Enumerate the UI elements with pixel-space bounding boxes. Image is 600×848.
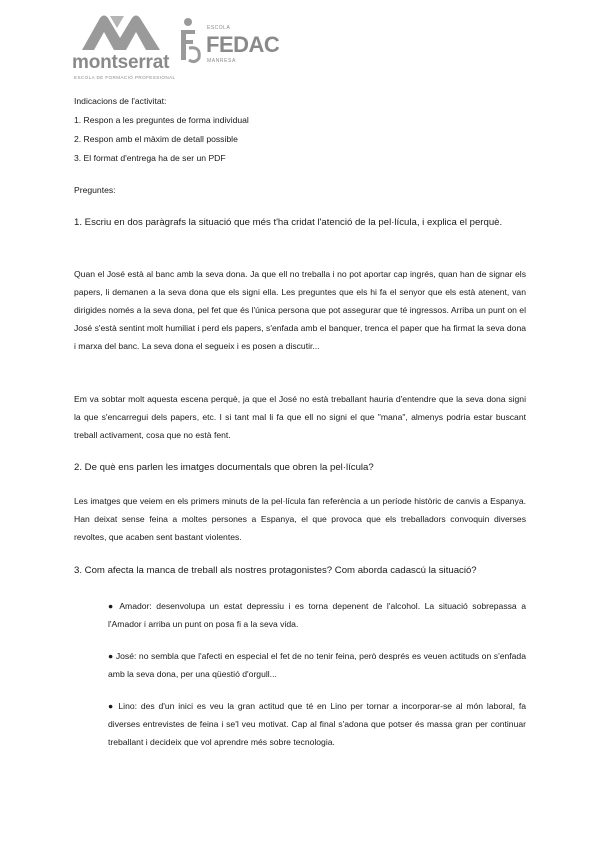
answer-3-bullet-lino: ● Lino: des d'un inici es veu la gran actitud que té en Lino per tornar a incorporar-se al món laboral, fa diverses entrevistes de feina i se'l veu motivat. Cap al final s'adona que potser és massa gran per continuar treballant i decideix que vol aprendre més sobre tecnologia.: [108, 701, 526, 747]
fedac-figure-icon: [177, 16, 205, 66]
montserrat-mountain-icon: [80, 14, 162, 52]
fedac-logo: [177, 16, 287, 76]
answer-1-paragraph-1: Quan el José està al banc amb la seva dona. Ja que ell no treballa i no pot aportar cap ingrés, quan han de signar els papers, li demanen a la seva dona que els signi ella. Les preguntes que els hi fa el senyor que els està atenent, van dirigides només a la seva dona, pel fet que és l'única persona que pot assegurar que té ingressos. Arriba un punt on el José s'està sentint molt humiliat i perd els papers, s'enfada amb el banquer, trenca el paper que ha firmat la seva dona i marxa del banc. La seva dona el segueix i es posen a discutir...: [74, 269, 526, 351]
logo-escola: ESCOLA: [207, 25, 231, 31]
instruction-item: 3. El format d'entrega ha de ser un PDF: [74, 153, 226, 163]
logo-fedac: FEDAC: [206, 32, 280, 57]
logo-manresa: MANRESA: [207, 58, 236, 64]
instruction-item: 1. Respon a les preguntes de forma individual: [74, 115, 249, 125]
page-header: [0, 0, 600, 90]
answer-3-bullet-jose: ● José: no sembla que l'afecti en especial el fet de no tenir feina, però després es veuen actituds on s'enfada amb la seva dona, per una qüestió d'orgull...: [108, 651, 526, 679]
question-2: 2. De què ens parlen les imatges documentals que obren la pel·lícula?: [74, 462, 374, 473]
question-1: 1. Escriu en dos paràgrafs la situació que més t'ha cridat l'atenció de la pel·lícula, i explica el perquè.: [74, 217, 503, 228]
montserrat-logo: [72, 14, 176, 80]
questions-heading: Preguntes:: [74, 185, 116, 195]
instructions-title: Indicacions de l'activitat:: [74, 96, 167, 106]
instruction-item: 2. Respon amb el màxim de detall possible: [74, 134, 238, 144]
logo-subtitle: ESCOLA DE FORMACIÓ PROFESSIONAL: [74, 75, 176, 80]
question-3: 3. Com afecta la manca de treball als nostres protagonistes? Com aborda cadascú la situació?: [74, 565, 477, 576]
logo-name: montserrat: [72, 52, 170, 73]
answer-2: Les imatges que veiem en els primers minuts de la pel·lícula fan referència a un període històric de canvis a Espanya. Han deixat sense feina a moltes persones a Espanya, el que provoca que els treballadors convoquin diverses revoltes, que acaben sent bastant violentes.: [74, 496, 526, 542]
answer-1-paragraph-2: Em va sobtar molt aquesta escena perquè, ja que el José no està treballant hauria d'entendre que la seva dona signi la que s'encarregui dels papers, etc. I si tant mal li fa que ell no signi el que "mana", almenys podria estar buscant treball activament, cosa que no està fent.: [74, 394, 526, 440]
answer-3-bullet-amador: ● Amador: desenvolupa un estat depressiu i es torna depenent de l'alcohol. La situació sobrepassa a l'Amador i arriba un punt on posa fi a la seva vida.: [108, 601, 526, 629]
